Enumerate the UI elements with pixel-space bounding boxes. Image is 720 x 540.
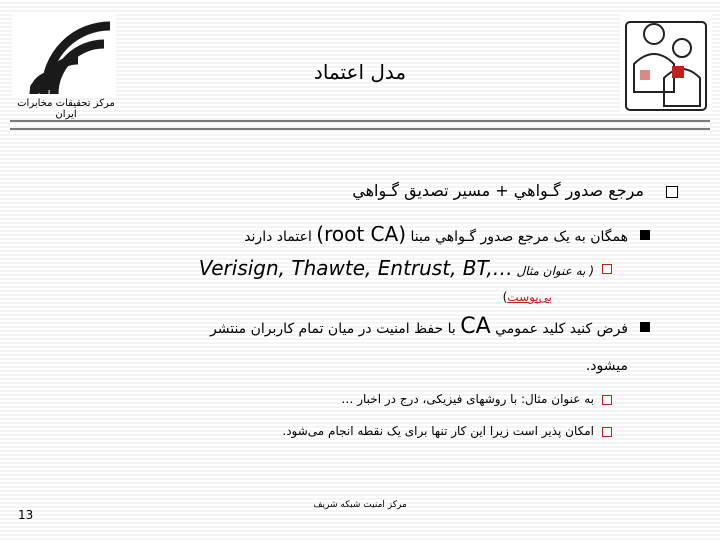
bullet-physical-methods: به عنوان مثال: با روشهای فیزیکی، درج در اخبار … xyxy=(341,392,594,406)
filled-square-bullet-icon xyxy=(640,322,650,332)
open-square-bullet-icon xyxy=(602,427,612,437)
examples-close: ) xyxy=(502,290,508,304)
filled-square-bullet-icon xyxy=(640,230,650,240)
examples-prefix: ( به عنوان مثال xyxy=(516,264,594,278)
root-ca-label: (root CA) xyxy=(316,222,407,246)
bullet-root-ca xyxy=(244,222,628,246)
header-rule-top xyxy=(10,120,710,122)
examples-vendors: Verisign, Thawte, Entrust, BT,… xyxy=(198,256,513,280)
root-ca-tail: اعتماد دارند xyxy=(244,229,312,245)
bullet-examples xyxy=(199,256,594,280)
security-center-logo xyxy=(620,14,712,114)
bullet-ca-public-key xyxy=(210,314,628,339)
slide-header xyxy=(0,0,720,124)
page-number: 13 xyxy=(18,508,34,522)
logo-caption: مرکز تحقیقات مخابرات ایران xyxy=(17,98,115,120)
bullet-trust-path: مرجع صدور گـواهي + مسير تصديق گـواهي xyxy=(352,181,644,200)
ca-key-text-b: با حفظ امنیت در میان تمام کاربران منتشر xyxy=(210,321,456,337)
open-square-bullet-icon xyxy=(602,264,612,274)
footer-center-text: مرکز امنیت شبکه شریف xyxy=(313,500,407,510)
bullet-feasible: امکان پذیر است زیرا این کار تنها برای یک نقطه انجام می‌شود. xyxy=(282,424,594,438)
slide-title: مدل اعتماد xyxy=(313,60,407,84)
wifi-arcs-logo-icon xyxy=(12,14,116,98)
ca-key-label: CA xyxy=(460,314,491,339)
root-ca-text: همگان به یک مرجع صدور گـواهي مبنا xyxy=(410,229,628,245)
people-logo-icon xyxy=(620,14,712,114)
examples-link[interactable]: بی‌پوست xyxy=(507,290,552,304)
header-rule-bottom xyxy=(10,128,710,130)
ca-key-continuation: میشود. xyxy=(585,358,628,374)
examples-link-line xyxy=(503,290,552,304)
open-square-bullet-icon xyxy=(602,395,612,405)
ca-key-text-a: فرض کنید کلید عمومي xyxy=(495,321,628,337)
open-square-bullet-icon xyxy=(666,186,678,198)
research-center-logo xyxy=(12,14,116,98)
